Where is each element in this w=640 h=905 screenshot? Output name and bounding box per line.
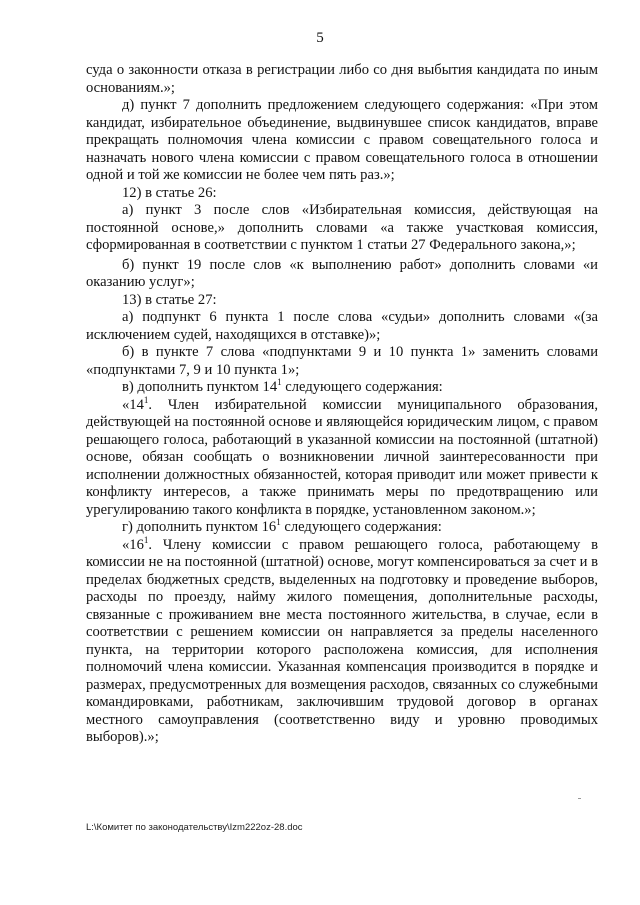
footer-file-path: L:\Комитет по законодательству\Izm222oz-28.doc (86, 822, 303, 833)
paragraph-clause-14-1: «$14^1$. Член избирательной комиссии муниципального образования, действующей на постоянной основе и являющейся юридическим лицом, с правом решающего голоса, работающий в указанной комиссии на постоянной (штатной) основе, обязан сообщать о возникновении личной заинтересованности при исполнении должностных обязанностей, которая приводит или может привести к конфликту интересов, а также принимать меры по предотвращению или урегулированию такого конфликта в порядке, установленном законом.»; (86, 394, 598, 518)
paragraph-item-b-26: б) пункт 19 после слов «к выполнению работ» дополнить словами «и оказанию услуг»; (86, 256, 598, 290)
document-body (86, 62, 598, 747)
paragraph-item-d: д) пункт 7 дополнить предложением следующего содержания: «При этом кандидат, избирательное объединение, выдвинувшее список кандидатов, вправе прекращать полномочия члена комиссии с правом совещательного голоса и назначать нового члена комиссии с правом совещательного голоса в отношении одной и той же комиссии не более чем пять раз.»; (86, 97, 598, 183)
paragraph-item-g-27: г) дополнить пунктом $16^1$ следующего содержания: (122, 517, 442, 535)
paragraph-clause-16-1: «$16^1$. Члену комиссии с правом решающего голоса, работающему в комиссии не на постоянной (штатной) основе, могут компенсироваться за счет и в пределах бюджетных средств, выделенных на подготовку и проведение выборов, расходы по проезду, найму жилого помещения, дополнительные расходы, связанные с проживанием вне места постоянного жительства, в случае, если в соответствии с решением комиссии он направляется за пределы населенного пункта, на территории которого расположена комиссия, для исполнения полномочий члена комиссии. Указанная компенсация производится в порядке и размерах, предусмотренных для возмещения расходов, связанных со служебными командировками, работникам, заключившим трудовой договор в органах местного самоуправления (соответственно виду и уровню проводимых выборов).»; (86, 534, 598, 745)
paragraph-item-a-26: а) пункт 3 после слов «Избирательная комиссия, действующая на постоянной основе,» дополнить словами «а также участковая комиссия, сформированная в соответствии с пунктом 1 статьи 27 Федерального закона,»; (86, 202, 598, 253)
paragraph-item-a-27: а) подпункт 6 пункта 1 после слова «судьи» дополнить словами «(за исключением судей, находящихся в отставке)»; (86, 309, 598, 343)
scan-mark (578, 798, 581, 799)
paragraph-continuation: суда о законности отказа в регистрации либо со дня выбытия кандидата по иным основаниям.»; (86, 62, 598, 96)
paragraph-item-b-27: б) в пункте 7 слова «подпунктами 9 и 10 пункта 1» заменить словами «подпунктами 7, 9 и 10 пункта 1»; (86, 344, 598, 378)
paragraph-article-27: 13) в статье 27: (122, 291, 217, 308)
paragraph-article-26: 12) в статье 26: (122, 184, 217, 201)
paragraph-item-v-27: в) дополнить пунктом $14^1$ следующего содержания: (122, 377, 443, 395)
page-number: 5 (316, 30, 324, 46)
